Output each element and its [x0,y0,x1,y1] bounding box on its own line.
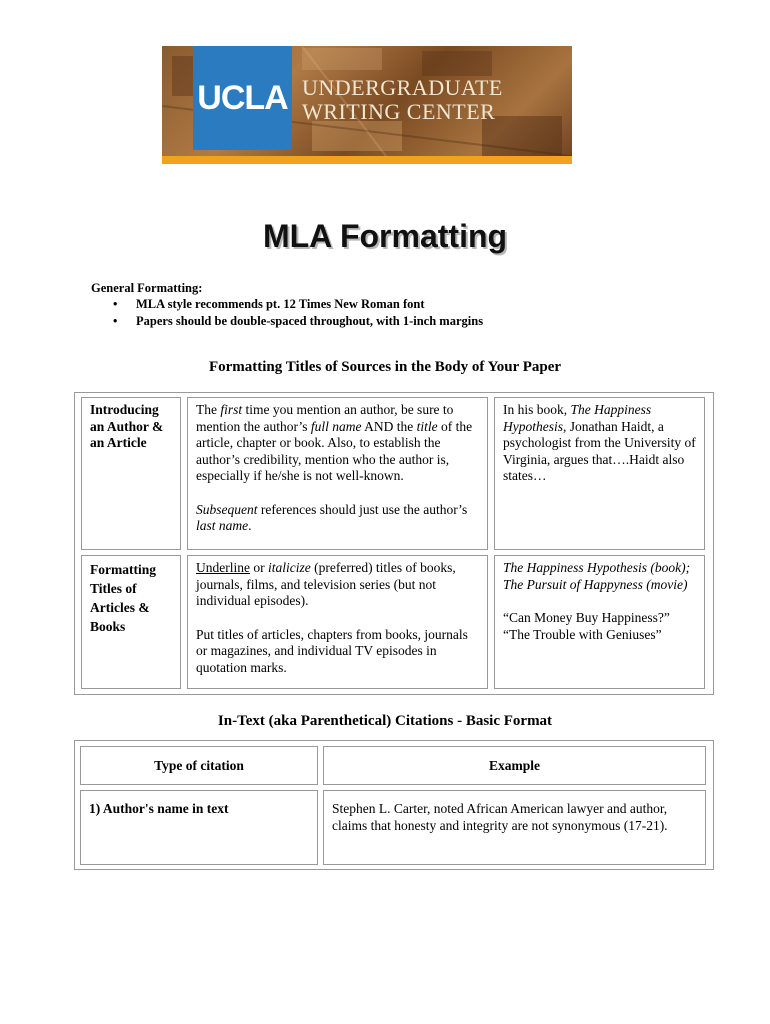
general-formatting-heading: General Formatting: [91,281,203,295]
row-label-text: Formatting Titles of Articles & Books [90,562,156,634]
ucla-logo-text: UCLA [197,78,288,117]
row-label-text: Introducing an Author & an Article [90,402,164,450]
list-item [91,313,483,330]
example-cell-introducing [494,397,705,550]
citation-example-cell: Stephen L. Carter, noted African American lawyer and author, claims that honesty and integrity are not synonymous (17-21). [323,790,706,865]
column-header-type: Type of citation [80,746,318,785]
text-span: AND the [361,418,417,434]
ucla-writing-center-banner [162,46,572,164]
writing-center-name [302,76,572,124]
example-line [503,577,696,594]
rule-paragraph-1 [196,402,479,485]
book-title: The Happiness Hypothesis [503,402,652,434]
example-line: “The Trouble with Geniuses” [503,626,662,642]
ucla-logo [193,46,292,150]
writing-center-line1: UNDERGRADUATE [302,75,503,100]
rule-paragraph-2 [196,502,479,535]
banner-gold-strip [162,156,572,164]
column-header-example: Example [323,746,706,785]
text-span: The [196,402,221,417]
titles-section-heading: Formatting Titles of Sources in the Body of Your Paper [208,359,562,375]
italic-title: The Happiness Hypothesis (book); [503,560,691,575]
text-span: . [248,518,252,533]
list-item-text: MLA style recommends pt. 12 Times New Roman font [136,297,425,311]
text-span: or [249,560,268,575]
text-span: In his book, [503,402,571,417]
row-label-introducing [81,397,181,550]
example-cell-formatting-titles [494,555,705,689]
emphasis-full-name: full name [310,418,362,434]
citation-type-cell: 1) Author's name in text [80,790,318,865]
example-text [503,402,696,485]
text-span: (preferred) titles of books, journals, films, and television series (but not individual episodes). [196,560,456,608]
row-label-formatting-titles [81,555,181,689]
list-item-text: Papers should be double-spaced throughout, with 1-inch margins [136,314,484,328]
page-title: MLA Formatting [262,218,508,254]
italic-title: The Pursuit of Happyness (movie) [503,576,688,592]
emphasis-last-name: last name [196,518,249,533]
bullet-icon: • [113,314,118,328]
rule-cell-formatting-titles [187,555,488,689]
list-item [91,296,483,313]
writing-center-line2: WRITING CENTER [302,99,496,124]
rule-cell-introducing [187,397,488,550]
emphasis-first: first [220,402,243,417]
citations-section-heading: In-Text (aka Parenthetical) Citations - Basic Format [217,713,553,729]
text-span: , Jonathan Haidt, a psychologist from the University of Virginia, argues that….Haidt also states… [503,418,696,483]
example-line: “Can Money Buy Happiness?” [503,610,670,625]
text-span: of the article, chapter or book. Also, to establish the author’s credibility, mention who the author is, especially if he/she is not well-known. [196,418,473,483]
emphasis-subsequent: Subsequent [196,501,258,517]
emphasis-title: title [416,418,438,434]
rule-paragraph-1 [196,560,479,610]
italicize-word: italicize [267,560,311,575]
bullet-icon: • [113,297,118,311]
rule-paragraph-2: Put titles of articles, chapters from books, journals or magazines, and individual TV episodes in quotation marks. [196,626,468,675]
text-span: references should just use the author’s [257,501,468,517]
underline-word: Underline [196,560,250,575]
example-line [503,560,696,577]
general-formatting-list [91,296,483,330]
text-span: time you mention an author, be sure to mention the author’s [196,402,454,434]
